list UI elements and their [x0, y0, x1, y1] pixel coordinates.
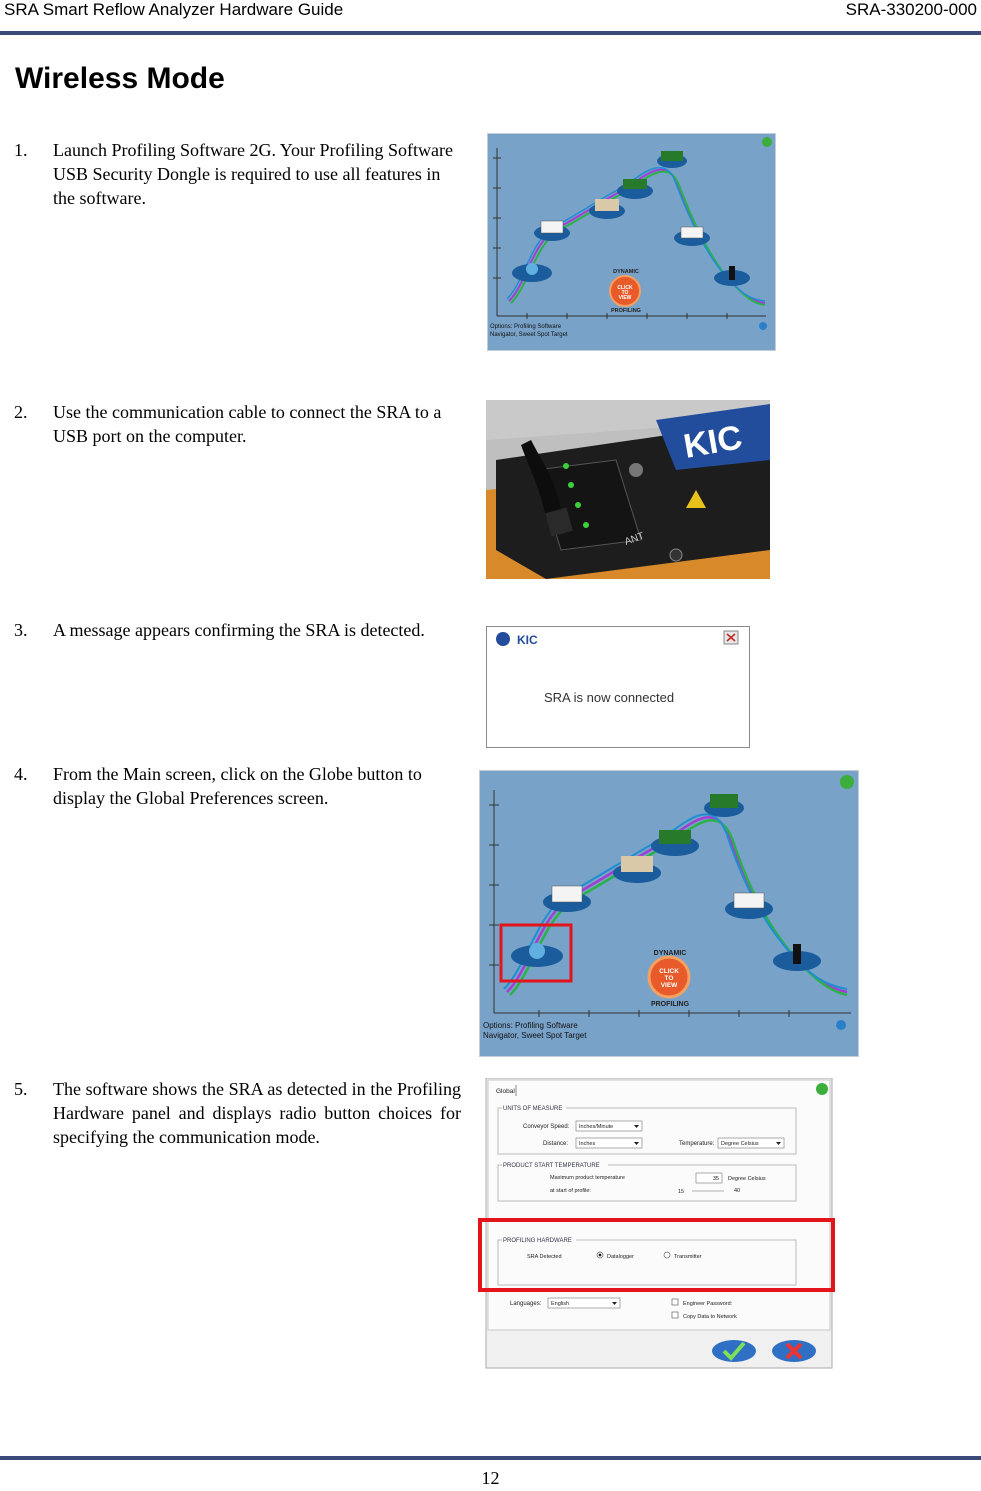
datalogger-label: Datalogger [607, 1254, 634, 1260]
sra-detected-label: SRA Detected [527, 1254, 562, 1260]
dynamic-label: DYNAMIC [653, 950, 687, 957]
step-1 [14, 138, 454, 218]
step-text: Launch Profiling Software 2G. Your Profiling Software USB Security Dongle is required to use all features in the software. [53, 140, 453, 208]
cancel-button[interactable] [772, 1340, 816, 1362]
globe-icon [840, 775, 854, 789]
step-5 [14, 1077, 464, 1177]
step-number: 3. [14, 620, 28, 640]
step-number: 1. [14, 140, 28, 160]
step-number: 5. [14, 1079, 28, 1099]
info-icon [759, 322, 767, 330]
languages-value: English [551, 1301, 570, 1307]
tab-global[interactable]: Global [496, 1088, 515, 1095]
info-icon [836, 1020, 846, 1030]
temperature-label: Temperature: [679, 1141, 715, 1147]
ant-label: ANT [623, 530, 646, 548]
global-preferences-screenshot [476, 1078, 836, 1370]
options-text: Navigator, Sweet Spot Target [490, 332, 568, 338]
step-text: Use the communication cable to connect the SRA to a USB port on the computer. [53, 402, 442, 446]
step-number: 4. [14, 764, 28, 784]
footer-rule [0, 1456, 981, 1460]
options-text: Navigator, Sweet Spot Target [483, 1031, 587, 1040]
click-to-view-label: VIEW [660, 982, 678, 989]
section-title: Wireless Mode [15, 62, 225, 95]
product-start-temperature-title: PRODUCT START TEMPERATURE [503, 1163, 600, 1169]
click-to-view-label: TO [621, 290, 629, 296]
at-start-label: at start of profile: [550, 1188, 591, 1194]
click-to-view-label: CLICK [659, 968, 679, 975]
connected-dialog-screenshot [486, 626, 750, 748]
distance-value: Inches [579, 1141, 596, 1147]
kic-logo: KIC [517, 633, 538, 647]
copy-data-label: Copy Data to Network [683, 1314, 737, 1320]
options-text: Options: Profiling Software [483, 1021, 578, 1030]
dynamic-label: DYNAMIC [613, 269, 639, 275]
document-number: SRA-330200-000 [845, 0, 977, 19]
step-text: The software shows the SRA as detected in the Profiling Hardware panel and displays radio button choices for specifying the communication mode. [53, 1079, 461, 1147]
range-min: 15 [678, 1189, 685, 1195]
conveyor-speed-value: Inches/Minute [579, 1124, 614, 1130]
range-max: 40 [734, 1188, 741, 1194]
navigator-screenshot [487, 133, 776, 351]
step-text: From the Main screen, click on the Globe button to display the Global Preferences screen. [53, 764, 422, 808]
copy-data-checkbox[interactable] [672, 1312, 678, 1318]
click-to-view-label: CLICK [617, 285, 633, 291]
profiling-label: PROFILING [611, 308, 641, 314]
step-3 [14, 618, 454, 668]
profiling-hardware-title: PROFILING HARDWARE [503, 1238, 572, 1244]
conveyor-speed-label: Conveyor Speed: [523, 1124, 570, 1130]
languages-label: Languages: [510, 1301, 542, 1307]
transmitter-radio[interactable] [664, 1252, 670, 1258]
units-of-measure-title: UNITS OF MEASURE [503, 1106, 563, 1112]
click-to-view-label: VIEW [618, 295, 632, 301]
engineer-password-checkbox[interactable] [672, 1299, 678, 1305]
globe-icon [762, 137, 772, 147]
step-2 [14, 400, 454, 450]
sra-device-photo [486, 400, 770, 579]
step-4 [14, 762, 474, 812]
engineer-password-label: Engineer Password: [683, 1301, 733, 1307]
transmitter-label: Transmitter [674, 1254, 702, 1260]
page-number: 12 [481, 1468, 500, 1488]
dialog-message: SRA is now connected [544, 690, 675, 705]
header-rule [0, 31, 981, 35]
navigator-globe-screenshot [479, 770, 859, 1057]
globe-icon [816, 1083, 828, 1095]
options-text: Options: Profiling Software [490, 324, 562, 330]
document-title: SRA Smart Reflow Analyzer Hardware Guide [4, 0, 344, 19]
temperature-value: Degree Celsius [721, 1141, 759, 1147]
ok-button[interactable] [712, 1340, 756, 1362]
kic-logo: KIC [680, 418, 746, 466]
distance-label: Distance: [543, 1141, 569, 1147]
temperature-unit: Degree Celsius [728, 1176, 766, 1182]
max-temp-label: Maximum product temperature [550, 1175, 625, 1181]
step-number: 2. [14, 402, 28, 422]
temperature-input-value: 35 [712, 1176, 719, 1182]
click-to-view-label: TO [664, 975, 674, 982]
step-text: A message appears confirming the SRA is detected. [53, 620, 425, 640]
profiling-label: PROFILING [650, 1001, 690, 1008]
